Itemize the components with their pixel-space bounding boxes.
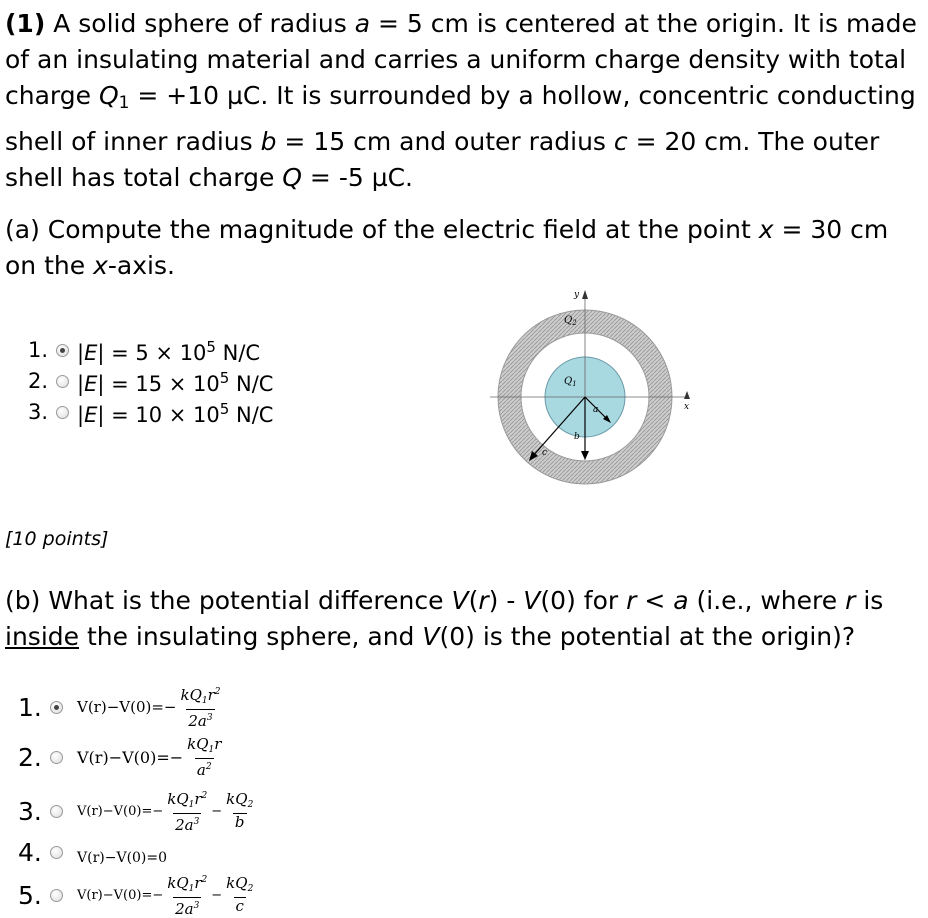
b-label: b: [574, 432, 580, 442]
q2-label: $Q_2$: [564, 315, 577, 327]
part-a-option-2[interactable]: 2. $|E| = 15 \times 10^5$ N/C: [27, 369, 274, 396]
sphere-shell-diagram: [490, 285, 720, 485]
y-axis-arrow: [582, 290, 588, 299]
problem-line-2: of an insulating material and carries a uniform charge density with total: [5, 45, 907, 74]
radio-button-selected[interactable]: [56, 344, 69, 357]
part-b-question: (b) What is the potential difference V(r) - V(0) for r < a (i.e., where r is inside the insulating sphere, and V(0) is the potential at the origin)?: [5, 586, 884, 651]
radio-button-selected[interactable]: [50, 701, 63, 714]
formula-2: V(r)−V(0)=− $\frac{kQ_1r}{a^2}$: [77, 735, 222, 779]
formula-4: V(r)−V(0)=0: [77, 849, 168, 866]
radio-button[interactable]: [56, 406, 69, 419]
part-b-option-2[interactable]: 2. V(r)−V(0)=− $\frac{kQ_1r}{a^2}$: [18, 736, 225, 779]
part-a-option-1[interactable]: 1. $|E| = 5 \times 10^5$ N/C: [27, 338, 261, 365]
part-a-question: (a) Compute the magnitude of the electric field at the point x = 30 cm on the x-axis.: [5, 215, 889, 280]
problem-line-4: shell of inner radius b = 15 cm and outer radius c = 20 cm. The outer: [5, 127, 880, 156]
q1-label: $Q_1$: [564, 376, 577, 388]
part-b-option-1[interactable]: 1. V(r)−V(0)=− $\frac{kQ_1r^2}{2a^3}$: [18, 684, 225, 730]
problem-statement: [5, 6, 925, 196]
radio-button[interactable]: [50, 846, 63, 859]
problem-line-1: (1) A solid sphere of radius a = 5 cm is centered at the origin. It is made: [5, 9, 917, 38]
part-b-option-4[interactable]: 4. V(r)−V(0)=0: [18, 838, 168, 867]
problem-number: (1): [5, 9, 46, 38]
part-b-option-5[interactable]: 5. V(r)−V(0)=− $\frac{kQ_1r^2}{2a^3}$ − $\frac{kQ_2}{c}$: [18, 872, 257, 918]
radio-button[interactable]: [56, 375, 69, 388]
points-label: [10 points]: [5, 528, 109, 550]
x-label: x: [684, 402, 690, 412]
x-axis-arrow: [684, 391, 690, 399]
y-label: y: [574, 290, 580, 300]
a-label: a: [593, 405, 599, 415]
radio-button[interactable]: [50, 805, 63, 818]
part-b-option-3[interactable]: 3. V(r)−V(0)=− $\frac{kQ_1r^2}{2a^3}$ − $\frac{kQ_2}{b}$: [18, 788, 257, 834]
problem-line-5: shell has total charge Q = -5 µC.: [5, 163, 414, 192]
radio-button[interactable]: [50, 751, 63, 764]
formula-5: V(r)−V(0)=− $\frac{kQ_1r^2}{2a^3}$ − $\frac{kQ_2}{c}$: [77, 874, 254, 918]
part-a-option-3[interactable]: 3. $|E| = 10 \times 10^5$ N/C: [27, 400, 274, 427]
problem-line-3: charge $Q_1 = +10$ µC. It is surrounded by a hollow, concentric conducting: [5, 81, 916, 113]
formula-1: V(r)−V(0)=− $\frac{kQ_1r^2}{2a^3}$: [77, 686, 221, 730]
radio-button[interactable]: [50, 889, 63, 902]
c-label: c: [542, 448, 548, 458]
formula-3: V(r)−V(0)=− $\frac{kQ_1r^2}{2a^3}$ − $\frac{kQ_2}{b}$: [77, 790, 254, 834]
